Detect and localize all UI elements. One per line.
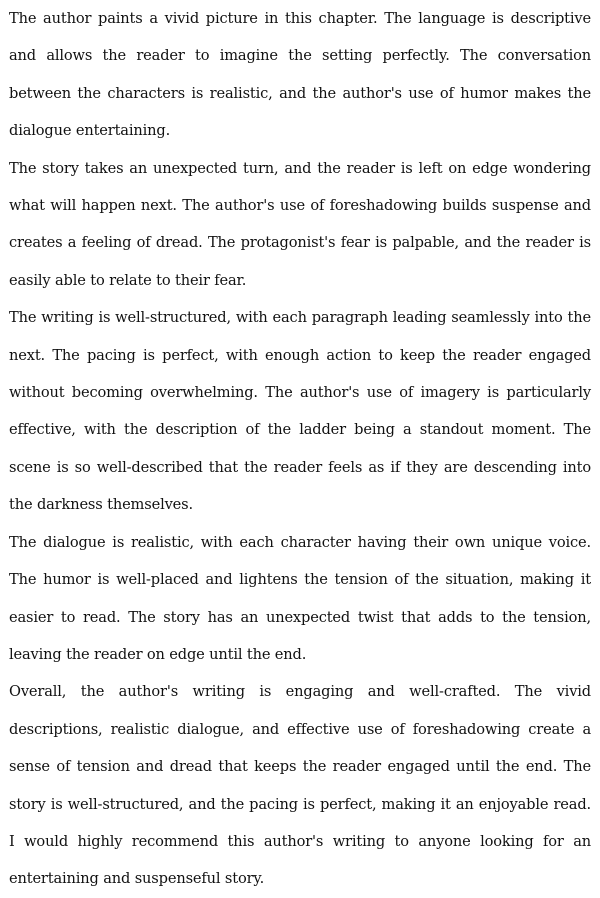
paragraph-4: The dialogue is realistic, with each character having their own unique voice. The humor is well-placed and lightens the tension of the situation, making it easier to read. The story has an unexpected twist that adds to the tension, leaving the reader on edge until the end. (9, 533, 591, 663)
document-page (9, 0, 591, 898)
paragraph-2: The story takes an unexpected turn, and the reader is left on edge wondering what will happen next. The author's use of foreshadowing builds suspense and creates a feeling of dread. The protagonist's fear is palpable, and the reader is easily able to relate to their fear. (9, 159, 591, 289)
paragraph-3: The writing is well-structured, with each paragraph leading seamlessly into the next. The pacing is perfect, with enough action to keep the reader engaged without becoming overwhelming. The author's use of imagery is particularly effective, with the description of the ladder being a standout moment. The scene is so well-described that the reader feels as if they are descending into the darkness themselves. (9, 309, 591, 514)
paragraph-5: Overall, the author's writing is engaging and well-crafted. The vivid descriptions, realistic dialogue, and effective use of foreshadowing create a sense of tension and dread that keeps the reader engaged until the end. The story is well-structured, and the pacing is perfect, making it an enjoyable read. I would highly recommend this author's writing to anyone looking for an entertaining and suspenseful story. (9, 683, 591, 888)
paragraph-1: The author paints a vivid picture in this chapter. The language is descriptive and allows the reader to imagine the setting perfectly. The conversation between the characters is realistic, and the author's use of humor makes the dialogue entertaining. (9, 10, 591, 140)
